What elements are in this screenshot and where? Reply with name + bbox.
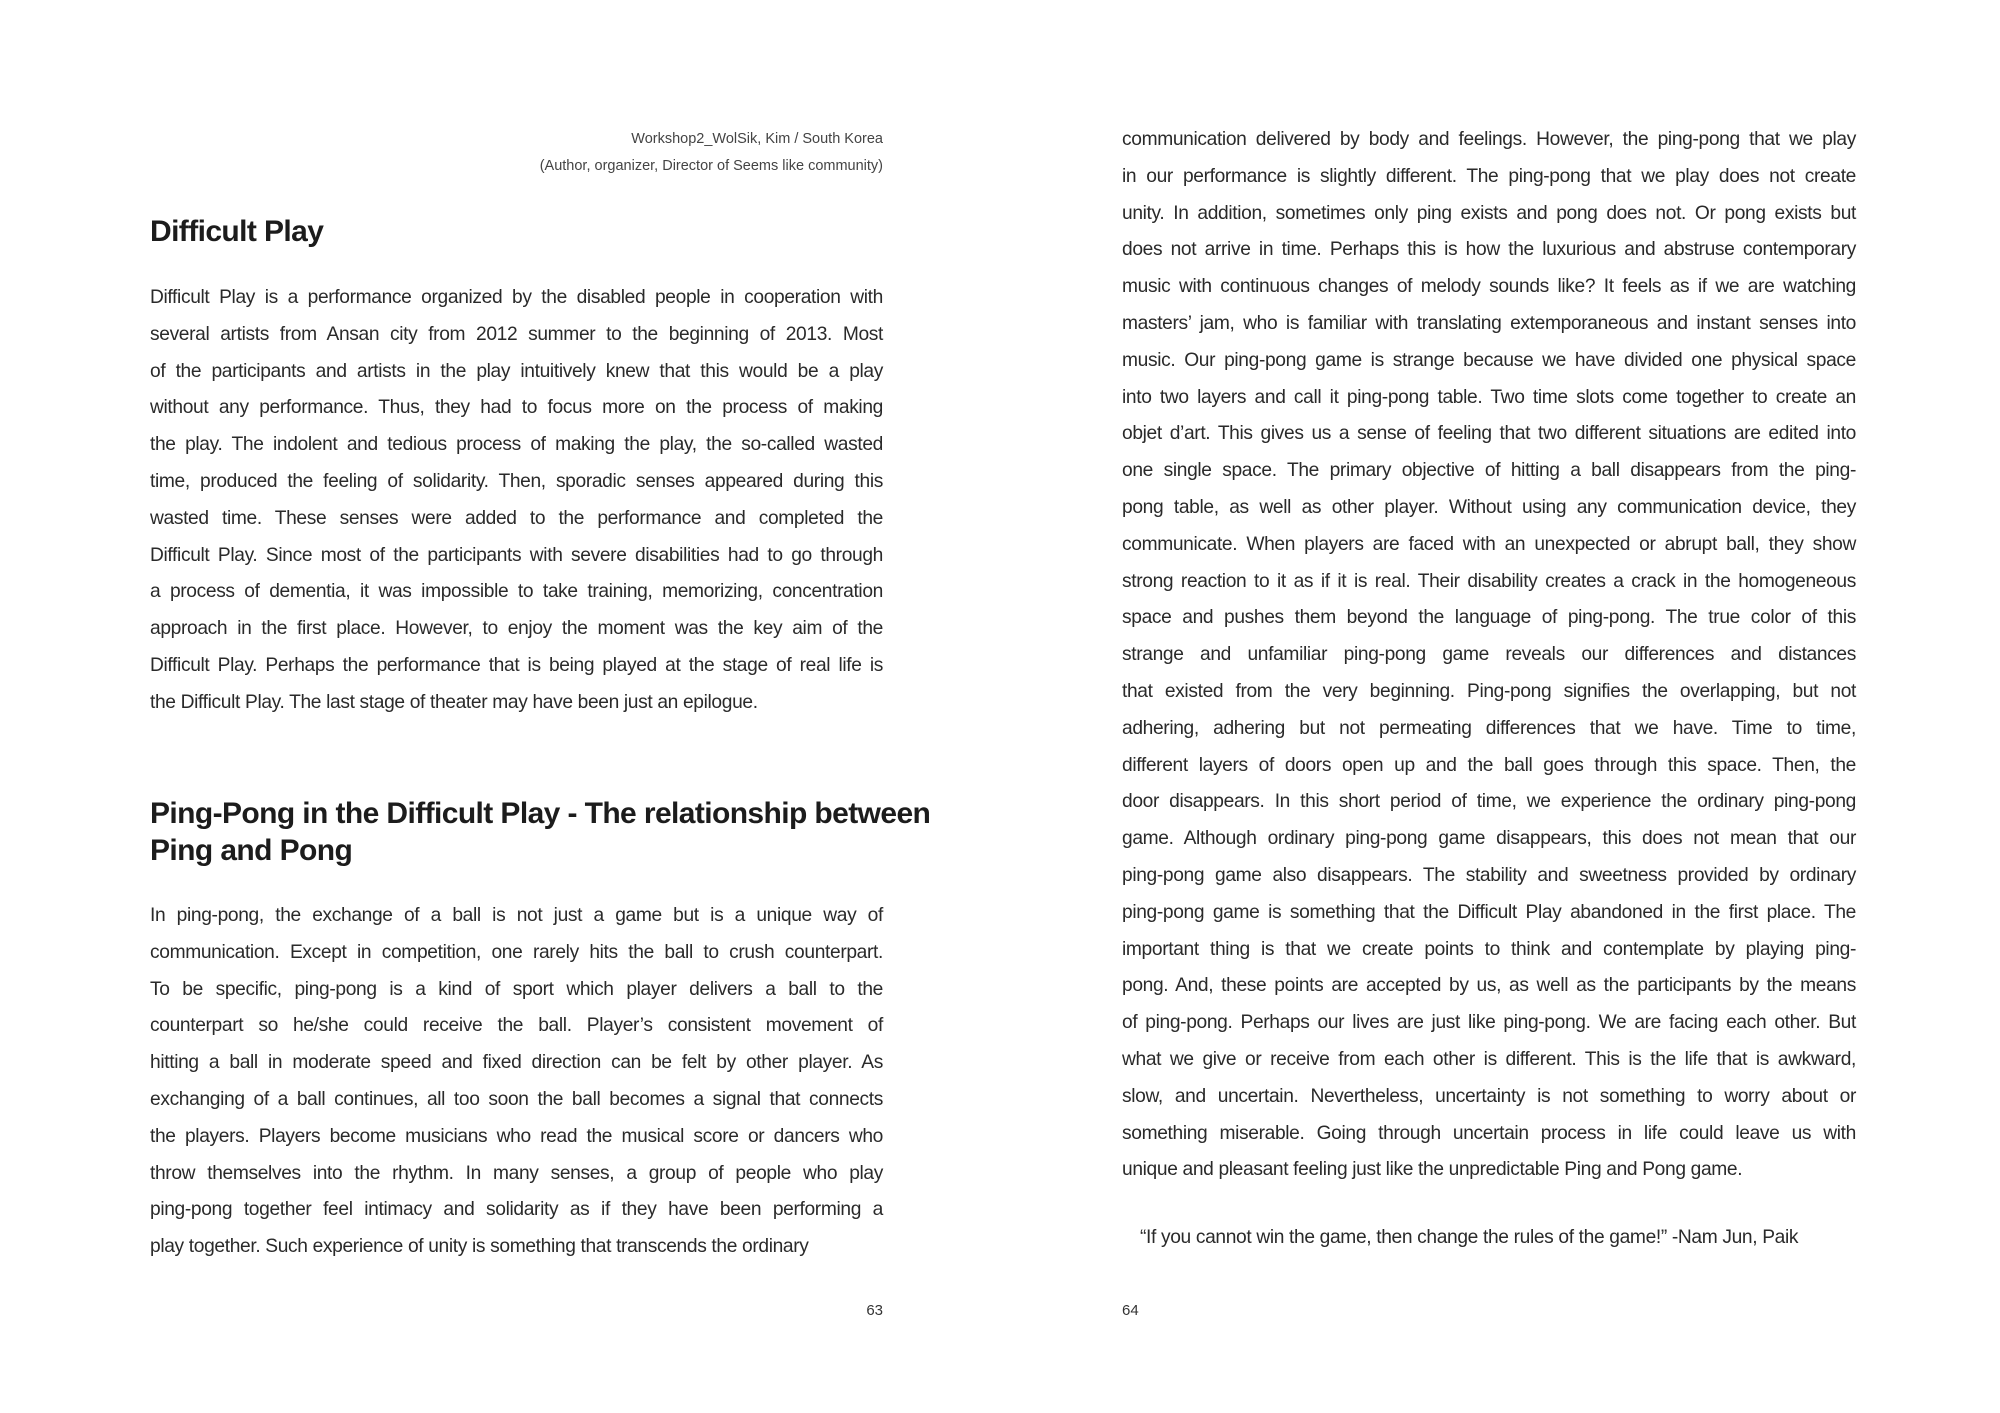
text-line: one single space. The primary objective of hitting a ball disappears from the ping-: [1122, 460, 1856, 482]
body-paragraph: [1122, 122, 1856, 1189]
text-line: into two layers and call it ping-pong table. Two time slots come together to create an: [1122, 386, 1856, 408]
text-line: music. Our ping-pong game is strange because we have divided one physical space: [1122, 349, 1856, 371]
text-line: something miserable. Going through uncertain process in life could leave us with: [1122, 1122, 1856, 1144]
section-heading: [150, 795, 931, 869]
heading-line: Ping and Pong: [150, 834, 353, 867]
text-line: pong table, as well as other player. Without using any communication device, they: [1122, 496, 1856, 518]
page-number: 63: [866, 1302, 883, 1319]
right-page: [1122, 0, 1856, 1413]
text-line: Difficult Play. Perhaps the performance that is being played at the stage of real life is: [150, 654, 883, 676]
text-line: communication. Except in competition, one rarely hits the ball to crush counterpart.: [150, 941, 883, 963]
text-line: In ping-pong, the exchange of a ball is not just a game but is a unique way of: [150, 905, 883, 926]
text-line: ping-pong game is something that the Difficult Play abandoned in the first place. The: [1122, 901, 1856, 923]
text-line: of the participants and artists in the play intuitively knew that this would be a play: [150, 360, 883, 382]
byline: [540, 126, 883, 180]
text-line: exchanging of a ball continues, all too soon the ball becomes a signal that connects: [150, 1088, 883, 1110]
byline-line: Workshop2_WolSik, Kim / South Korea: [631, 131, 883, 147]
text-line: objet d’art. This gives us a sense of feeling that two different situations are edited into: [1122, 423, 1856, 445]
text-line: communicate. When players are faced with an unexpected or abrupt ball, they show: [1122, 533, 1856, 555]
text-line: adhering, adhering but not permeating differences that we have. Time to time,: [1122, 717, 1856, 739]
text-line: does not arrive in time. Perhaps this is how the luxurious and abstruse contemporary: [1122, 239, 1856, 261]
text-line: unique and pleasant feeling just like the unpredictable Ping and Pong game.: [1122, 1159, 1743, 1181]
text-line: a process of dementia, it was impossible to take training, memorizing, concentration: [150, 581, 883, 603]
left-page: [150, 0, 931, 1413]
text-line: play together. Such experience of unity is something that transcends the ordinary: [150, 1236, 809, 1258]
text-line: music with continuous changes of melody sounds like? It feels as if we are watching: [1122, 276, 1856, 298]
page-number: 64: [1122, 1302, 1139, 1319]
closing-quote: “If you cannot win the game, then change the rules of the game!” -Nam Jun, Paik: [1140, 1227, 1799, 1248]
text-line: the players. Players become musicians who read the musical score or dancers who: [150, 1125, 883, 1147]
text-line: hitting a ball in moderate speed and fixed direction can be felt by other player. As: [150, 1052, 883, 1074]
text-line: approach in the first place. However, to enjoy the moment was the key aim of the: [150, 618, 883, 640]
text-line: space and pushes them beyond the language of ping-pong. The true color of this: [1122, 607, 1856, 629]
text-line: of ping-pong. Perhaps our lives are just like ping-pong. We are facing each other. But: [1122, 1012, 1856, 1034]
text-line: Difficult Play. Since most of the participants with severe disabilities had to go through: [150, 544, 883, 566]
text-line: To be specific, ping-pong is a kind of sport which player delivers a ball to the: [150, 978, 883, 1000]
text-line: Difficult Play is a performance organized by the disabled people in cooperation with: [150, 287, 883, 308]
text-line: unity. In addition, sometimes only ping exists and pong does not. Or pong exists but: [1122, 202, 1856, 224]
text-line: communication delivered by body and feelings. However, the ping-pong that we play: [1122, 129, 1856, 150]
text-line: the Difficult Play. The last stage of theater may have been just an epilogue.: [150, 691, 758, 713]
text-line: strong reaction to it as if it is real. Their disability creates a crack in the homogeneous: [1122, 570, 1856, 592]
heading-line: Ping-Pong in the Difficult Play - The relationship between: [150, 797, 931, 830]
text-line: different layers of doors open up and the ball goes through this space. Then, the: [1122, 754, 1856, 776]
text-line: slow, and uncertain. Nevertheless, uncertainty is not something to worry about or: [1122, 1085, 1856, 1107]
text-line: without any performance. Thus, they had to focus more on the process of making: [150, 397, 883, 419]
text-line: several artists from Ansan city from 2012 summer to the beginning of 2013. Most: [150, 323, 883, 345]
text-line: masters’ jam, who is familiar with translating extemporaneous and instant senses into: [1122, 312, 1856, 334]
section-heading: Difficult Play: [150, 215, 324, 248]
byline-line: (Author, organizer, Director of Seems like community): [539, 158, 883, 174]
text-line: in our performance is slightly different. The ping-pong that we play does not create: [1122, 165, 1856, 187]
text-line: what we give or receive from each other is different. This is the life that is awkward,: [1122, 1048, 1856, 1070]
text-line: important thing is that we create points to think and contemplate by playing ping-: [1122, 938, 1856, 960]
text-line: door disappears. In this short period of time, we experience the ordinary ping-pong: [1122, 791, 1856, 813]
text-line: ping-pong game also disappears. The stability and sweetness provided by ordinary: [1122, 864, 1856, 886]
text-line: wasted time. These senses were added to the performance and completed the: [150, 507, 883, 529]
body-paragraph: [150, 280, 883, 722]
text-line: that existed from the very beginning. Ping-pong signifies the overlapping, but not: [1122, 680, 1856, 702]
text-line: game. Although ordinary ping-pong game disappears, this does not mean that our: [1122, 828, 1856, 850]
text-line: the play. The indolent and tedious process of making the play, the so-called wasted: [150, 434, 883, 456]
text-line: pong. And, these points are accepted by us, as well as the participants by the means: [1122, 975, 1856, 997]
text-line: throw themselves into the rhythm. In many senses, a group of people who play: [150, 1162, 883, 1184]
text-line: strange and unfamiliar ping-pong game reveals our differences and distances: [1122, 644, 1856, 666]
text-line: time, produced the feeling of solidarity. Then, sporadic senses appeared during this: [150, 470, 883, 492]
text-line: ping-pong together feel intimacy and solidarity as if they have been performing a: [150, 1199, 883, 1221]
body-paragraph: [150, 898, 883, 1266]
text-line: counterpart so he/she could receive the ball. Player’s consistent movement of: [150, 1015, 883, 1037]
